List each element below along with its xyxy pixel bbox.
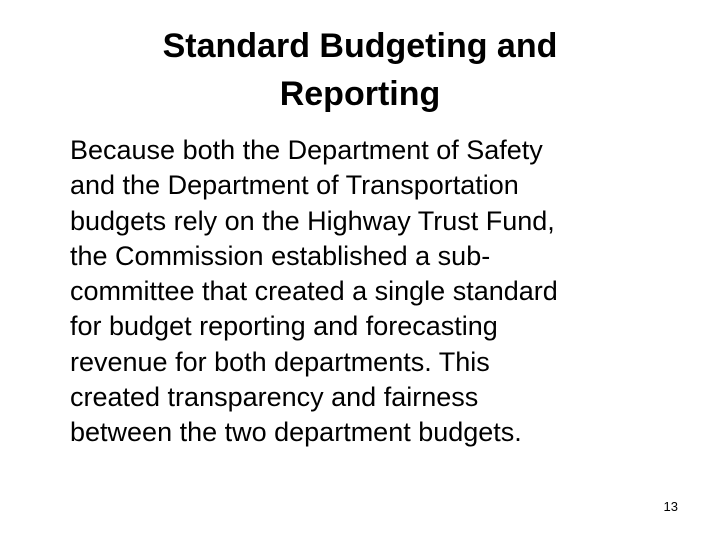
body-line-7: revenue for both departments. This bbox=[70, 346, 490, 377]
body-line-1: Because both the Department of Safety bbox=[70, 135, 543, 165]
body-line-6: for budget reporting and forecasting bbox=[70, 311, 498, 342]
slide-title-line-2: Reporting bbox=[279, 75, 441, 113]
body-line-4: the Commission established a sub- bbox=[70, 240, 491, 271]
slide-title-line-1: Standard Budgeting and bbox=[162, 27, 558, 65]
body-line-9: between the two department budgets. bbox=[70, 417, 522, 448]
slide-title bbox=[60, 22, 660, 118]
body-line-2: and the Department of Transportation bbox=[70, 170, 519, 201]
body-line-8: created transparency and fairness bbox=[70, 382, 479, 413]
body-line-3: budgets rely on the Highway Trust Fund, bbox=[70, 205, 555, 236]
body-line-5: committee that created a single standard bbox=[70, 276, 558, 307]
slide-body-text bbox=[70, 133, 680, 451]
page-number: 13 bbox=[663, 499, 678, 514]
